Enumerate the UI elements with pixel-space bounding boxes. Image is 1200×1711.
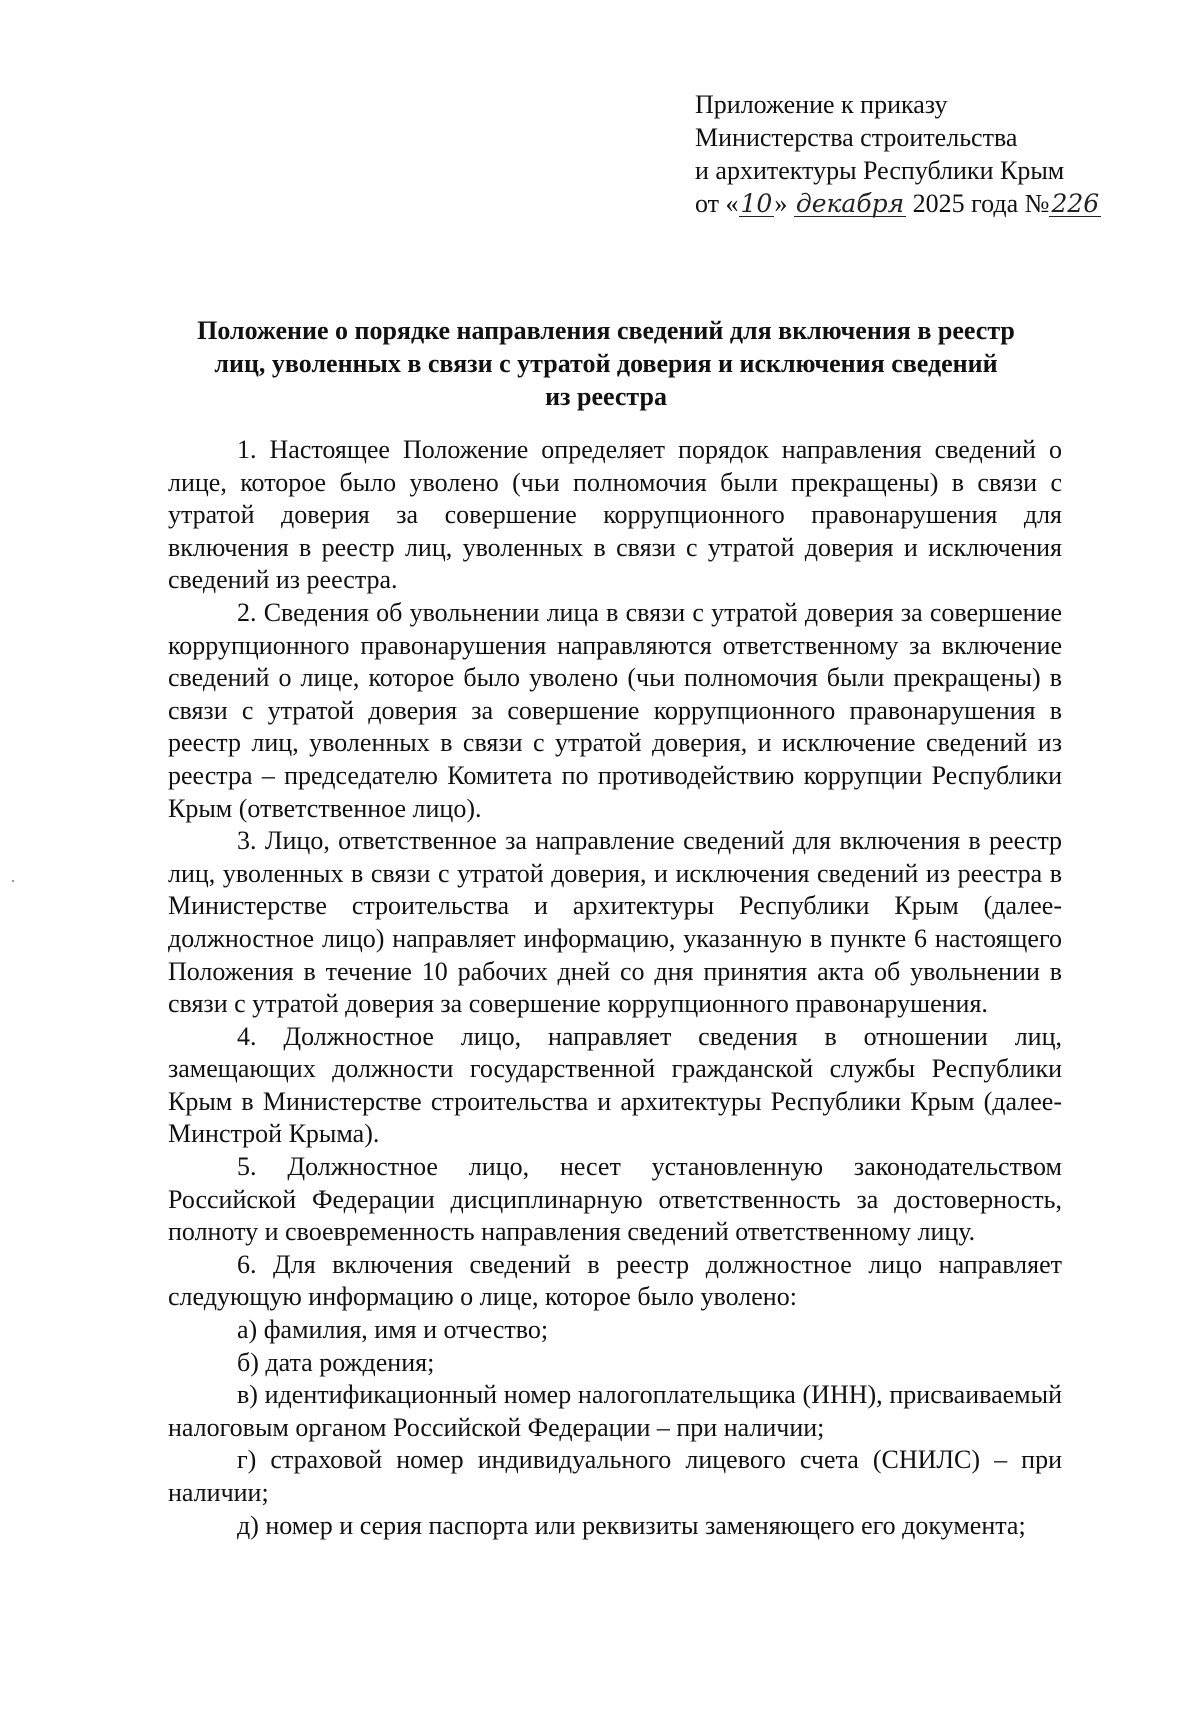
scan-speck xyxy=(12,880,14,882)
header-line: и архитектуры Республики Крым xyxy=(695,156,1065,185)
paragraph-3: 3. Лицо, ответственное за направление сведений для включения в реестр лиц, уволенных в связи с утратой доверия, и исключения сведений из реестра в Министерстве строительства и архитектуры Республики Крым (далее- должностное лицо) направляет информацию, указанную в пункте 6 настоящего Положения в течение 10 рабочих дней со дня принятия акта об увольнении в связи с утратой доверия за совершение коррупционного правонарушения. xyxy=(168,826,1062,1019)
title-line: лиц, уволенных в связи с утратой доверия и исключения сведений xyxy=(214,349,998,378)
list-item-v: в) идентификационный номер налогоплательщика (ИНН), присваиваемый налоговым органом Российской Федерации – при наличии; xyxy=(168,1380,1062,1442)
date-year: 2025 года № xyxy=(906,189,1050,218)
appendix-header xyxy=(695,88,1101,220)
paragraph-1: 1. Настоящее Положение определяет порядок направления сведений о лице, которое было уволено (чьи полномочия были прекращены) в связи с утратой доверия за совершение коррупционного правонарушения для включения в реестр лиц, уволенных в связи с утратой доверия и исключения сведений из реестра. xyxy=(168,435,1062,595)
title-line: Положение о порядке направления сведений для включения в реестр xyxy=(197,316,1015,345)
handwritten-order-number: 226 xyxy=(1051,189,1100,218)
date-prefix: от « xyxy=(695,189,739,218)
date-mid: » xyxy=(774,189,794,218)
header-line: Приложение к приказу xyxy=(695,90,948,119)
document-title xyxy=(150,314,1062,413)
title-line: из реестра xyxy=(545,382,667,411)
paragraph-6: 6. Для включения сведений в реестр должностное лицо направляет следующую информацию о лице, которое было уволено: xyxy=(168,1249,1062,1312)
list-item-g: г) страховой номер индивидуального лицевого счета (СНИЛС) – при наличии; xyxy=(168,1445,1062,1507)
header-line: Министерства строительства xyxy=(695,123,1018,152)
list-item-b: б) дата рождения; xyxy=(237,1347,435,1377)
handwritten-day: 10 xyxy=(740,189,773,218)
handwritten-month: декабря xyxy=(795,189,905,218)
header-date-line xyxy=(695,187,1101,220)
paragraph-4: 4. Должностное лицо, направляет сведения в отношении лиц, замещающих должности государственной гражданской службы Республики Крым в Министерстве строительства и архитектуры Республики Крым (далее- Минстрой Крыма). xyxy=(168,1021,1062,1149)
list-item-a: а) фамилия, имя и отчество; xyxy=(237,1315,549,1345)
list-item-d: д) номер и серия паспорта или реквизиты заменяющего его документа; xyxy=(237,1510,1026,1540)
paragraph-2: 2. Сведения об увольнении лица в связи с утратой доверия за совершение коррупционного правонарушения направляются ответственному за включение сведений о лице, которое было уволено (чьи полномочия были прекращены) в связи с утратой доверия за совершение коррупционного правонарушения в реестр лиц, уволенных в связи с утратой доверия, и исключение сведений из реестра – председателю Комитета по противодействию коррупции Республики Крым (ответственное лицо). xyxy=(168,597,1062,823)
paragraph-5: 5. Должностное лицо, несет установленную законодательством Российской Федерации дисциплинарную ответственность за достоверность, полноту и своевременность направления сведений ответственному лицу. xyxy=(168,1152,1062,1247)
document-body xyxy=(168,434,1062,1542)
